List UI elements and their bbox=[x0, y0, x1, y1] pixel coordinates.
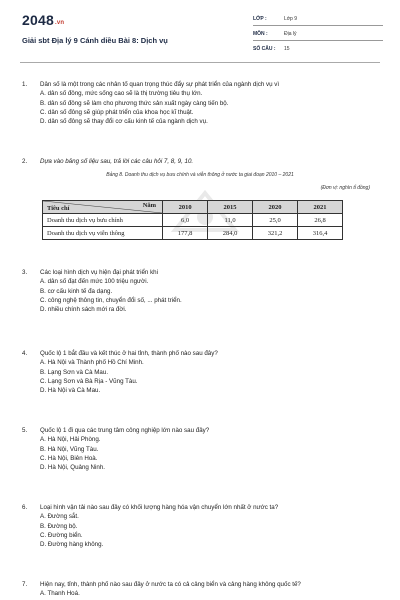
question-number: 3. bbox=[22, 269, 28, 276]
question-stem: Dân số là một trong các nhân tố quan trọng thúc đẩy sự phát triển của ngành dịch vụ vì bbox=[40, 81, 280, 88]
answer-option[interactable]: B. Lạng Sơn và Cà Mau. bbox=[40, 368, 109, 376]
question-3 bbox=[22, 268, 382, 314]
answer-option[interactable]: A. dân số đạt đến mức 100 triệu người. bbox=[40, 278, 149, 286]
answer-option[interactable]: C. Đường biển. bbox=[40, 531, 83, 539]
answer-option[interactable]: C. dân số đông sẽ giúp phát triển của khoa học kĩ thuật. bbox=[40, 108, 194, 116]
table-row-label: Doanh thu dịch vụ viễn thông bbox=[43, 227, 163, 240]
question-number: 2. bbox=[22, 158, 28, 165]
question-1 bbox=[22, 80, 382, 126]
question-stem: Loại hình vận tải nào sau đây có khối lượng hàng hóa vận chuyển lớn nhất ở nước ta? bbox=[40, 504, 279, 511]
question-stem: Các loại hình dịch vụ hiện đại phát triển khi bbox=[40, 269, 158, 276]
question-number: 6. bbox=[22, 504, 28, 511]
data-table bbox=[42, 200, 343, 240]
document-title: Giải sbt Địa lý 9 Cánh diều Bài 8: Dịch vụ bbox=[22, 36, 168, 45]
table-cell: 316,4 bbox=[298, 227, 343, 240]
answer-option[interactable]: D. dân số đông sẽ thay đổi cơ cấu kinh tế của ngành dịch vụ. bbox=[40, 118, 208, 126]
meta-divider bbox=[253, 40, 383, 41]
table-year-header: 2010 bbox=[163, 201, 208, 214]
table-year-header: 2015 bbox=[208, 201, 253, 214]
question-4 bbox=[22, 349, 382, 395]
logo-text: 2048 bbox=[22, 12, 54, 28]
answer-option[interactable]: C. Hà Nội, Biên Hoà. bbox=[40, 454, 98, 462]
question-number: 4. bbox=[22, 350, 28, 357]
table-row-label: Doanh thu dịch vụ bưu chính bbox=[43, 214, 163, 227]
question-number: 5. bbox=[22, 427, 28, 434]
answer-option[interactable]: C. công nghệ thông tin, chuyển đổi số, ... phát triển. bbox=[40, 296, 182, 304]
table-cell: 177,8 bbox=[163, 227, 208, 240]
table-row bbox=[43, 214, 343, 227]
question-7 bbox=[22, 580, 382, 599]
meta-divider bbox=[253, 25, 383, 26]
table-cell: 11,0 bbox=[208, 214, 253, 227]
question-stem: Quốc lộ 1 đi qua các trung tâm công nghiệp lớn nào sau đây? bbox=[40, 427, 210, 434]
table-cell: 321,2 bbox=[253, 227, 298, 240]
answer-option[interactable]: A. Hà Nội, Hải Phòng. bbox=[40, 436, 101, 444]
meta-key: MÔN : bbox=[253, 31, 268, 37]
question-stem: Dựa vào bảng số liệu sau, trả lời các câu hỏi 7, 8, 9, 10. bbox=[40, 158, 194, 165]
table-cell: 284,0 bbox=[208, 227, 253, 240]
answer-option[interactable]: D. Đường hàng không. bbox=[40, 541, 104, 549]
meta-key: LỚP : bbox=[253, 16, 267, 22]
question-stem: Hiện nay, tỉnh, thành phố nào sau đây ở nước ta có cả cảng biển và cảng hàng không quốc tế? bbox=[40, 581, 301, 588]
table-corner-col-label: Năm bbox=[142, 202, 157, 209]
table-year-header: 2021 bbox=[298, 201, 343, 214]
meta-value: Địa lý bbox=[284, 31, 297, 37]
answer-option[interactable]: A. Đường sắt. bbox=[40, 513, 79, 521]
answer-option[interactable]: B. Đường bộ. bbox=[40, 522, 78, 530]
table-caption: Bảng 8. Doanh thu dịch vụ bưu chính và viễn thông ở nước ta giai đoạn 2010 – 2021 bbox=[106, 172, 294, 178]
answer-option[interactable]: B. cơ cấu kinh tế đa dạng. bbox=[40, 287, 113, 295]
question-5 bbox=[22, 426, 382, 472]
table-header-row bbox=[43, 201, 343, 214]
header-divider bbox=[20, 62, 380, 63]
question-stem: Quốc lộ 1 bắt đầu và kết thúc ở hai tỉnh, thành phố nào sau đây? bbox=[40, 350, 218, 357]
answer-option[interactable]: A. Thanh Hoá. bbox=[40, 590, 80, 598]
question-6 bbox=[22, 503, 382, 549]
question-number: 1. bbox=[22, 81, 28, 88]
answer-option[interactable]: D. Hà Nội, Quảng Ninh. bbox=[40, 464, 105, 472]
table-cell: 6,0 bbox=[163, 214, 208, 227]
meta-key: SỐ CÂU : bbox=[253, 46, 276, 52]
site-logo[interactable] bbox=[22, 12, 64, 28]
table-row bbox=[43, 227, 343, 240]
answer-option[interactable]: A. dân số đông, mức sống cao sẽ là thị trường tiêu thụ lớn. bbox=[40, 90, 203, 98]
table-cell: 26,8 bbox=[298, 214, 343, 227]
answer-option[interactable]: B. Hà Nội, Vũng Tàu. bbox=[40, 445, 99, 453]
meta-value: 15 bbox=[284, 46, 290, 52]
table-year-header: 2020 bbox=[253, 201, 298, 214]
table-corner-cell bbox=[43, 201, 163, 214]
question-2 bbox=[22, 157, 382, 166]
table-unit: (Đơn vị: nghìn tỉ đồng) bbox=[320, 185, 370, 191]
answer-option[interactable]: A. Hà Nội và Thành phố Hồ Chí Minh. bbox=[40, 359, 144, 367]
table-corner-row-label: Tiêu chí bbox=[47, 205, 70, 212]
document-header bbox=[0, 0, 400, 62]
answer-option[interactable]: B. dân số đông sẽ làm cho phương thức sản xuất ngày càng tiến bộ. bbox=[40, 99, 229, 107]
answer-option[interactable]: D. Hà Nội và Cà Mau. bbox=[40, 387, 101, 395]
logo-tld: .vn bbox=[54, 20, 65, 26]
question-number: 7. bbox=[22, 581, 28, 588]
answer-option[interactable]: C. Lạng Sơn và Bà Rịa - Vũng Tàu. bbox=[40, 377, 138, 385]
table-cell: 25,0 bbox=[253, 214, 298, 227]
meta-value: Lớp 9 bbox=[284, 16, 298, 22]
answer-option[interactable]: D. nhiều chính sách mới ra đời. bbox=[40, 306, 127, 314]
